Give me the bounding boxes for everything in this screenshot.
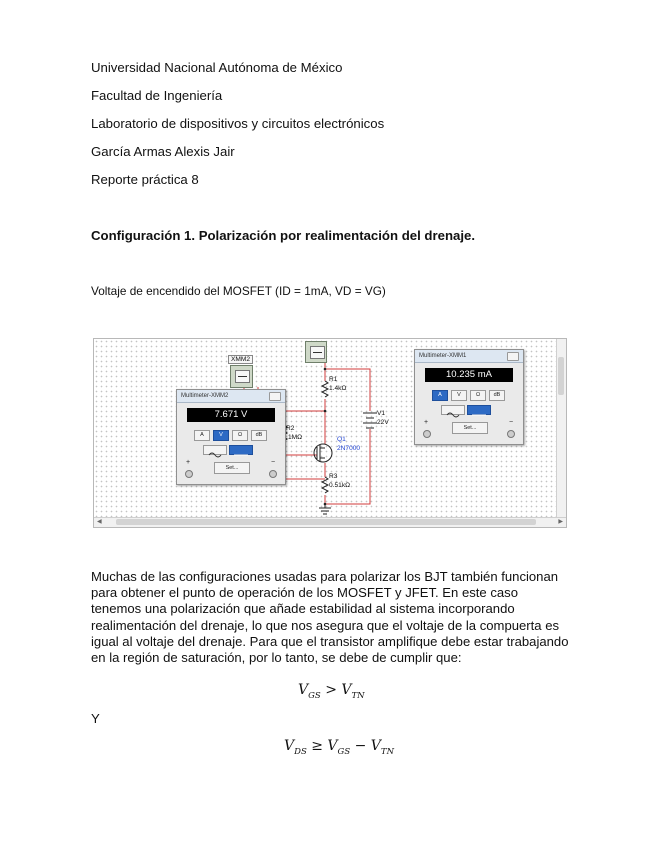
v1-value: 22V — [377, 419, 389, 426]
connector-y: Y — [91, 711, 100, 726]
lab-name: Laboratorio de dispositivos y circuitos electrónicos — [91, 116, 385, 131]
dc-line-icon — [468, 411, 490, 419]
xmm2-ammeter-button[interactable]: A — [194, 430, 210, 441]
xmm2-voltmeter-button[interactable]: V — [213, 430, 229, 441]
xmm2-set-button[interactable]: Set... — [214, 462, 250, 474]
faculty-name: Facultad de Ingeniería — [91, 88, 223, 103]
sine-wave-icon — [442, 411, 464, 419]
scroll-left-icon[interactable]: ◀ — [97, 519, 102, 525]
dc-line-icon — [230, 451, 252, 459]
section-title: Configuración 1. Polarización por realimentación del drenaje. — [91, 228, 475, 243]
xmm2-positive-terminal[interactable] — [185, 470, 193, 478]
equation-2: $V_{DS} \ge V_{GS} - V_{TN}$ — [284, 738, 395, 757]
xmm2-dc-button[interactable] — [229, 445, 253, 455]
xmm2-label: XMM2 — [228, 355, 253, 364]
r1-value: 1.4kΩ — [329, 385, 347, 392]
xmm1-negative-terminal[interactable] — [507, 430, 515, 438]
multimeter-xmm1-reading: 10.235 mA — [425, 368, 513, 382]
multimeter-xmm1-title: Multimeter-XMM1 — [415, 350, 523, 363]
author-name: García Armas Alexis Jair — [91, 144, 235, 159]
xmm1-probe-icon[interactable] — [305, 341, 327, 363]
r2-name: R2 — [286, 425, 295, 432]
xmm1-set-button[interactable]: Set... — [452, 422, 488, 434]
xmm2-db-button[interactable]: dB — [251, 430, 267, 441]
r3-name: R3 — [329, 473, 338, 480]
close-icon[interactable] — [269, 392, 281, 401]
xmm1-ohmmeter-button[interactable]: Ω — [470, 390, 486, 401]
xmm1-dc-button[interactable] — [467, 405, 491, 415]
university-name: Universidad Nacional Autónoma de México — [91, 60, 343, 75]
section-subtitle: Voltaje de encendido del MOSFET (ID = 1mA, VD = VG) — [91, 284, 386, 298]
multimeter-xmm2-panel[interactable] — [176, 389, 286, 485]
multimeter-xmm2-title: Multimeter-XMM2 — [177, 390, 285, 403]
multimeter-xmm1-panel[interactable] — [414, 349, 524, 445]
scroll-right-icon[interactable]: ▶ — [558, 519, 563, 525]
q1-part: 2N7000 — [337, 445, 361, 452]
circuit-simulation — [93, 338, 567, 528]
r3-value: 0.51kΩ — [329, 482, 351, 489]
equation-1: $V_{GS} > V_{TN}$ — [298, 682, 365, 701]
q1-name: Q1 — [337, 436, 346, 443]
xmm2-plus-sign: + — [186, 459, 191, 466]
xmm2-ohmmeter-button[interactable]: Ω — [232, 430, 248, 441]
xmm1-plus-sign: + — [424, 419, 429, 426]
xmm2-probe-icon[interactable] — [230, 365, 253, 388]
horizontal-scrollbar[interactable] — [94, 517, 566, 527]
xmm1-ammeter-button[interactable]: A — [432, 390, 448, 401]
xmm1-positive-terminal[interactable] — [423, 430, 431, 438]
r1-name: R1 — [329, 376, 338, 383]
sine-wave-icon — [204, 451, 226, 459]
xmm1-minus-sign: − — [509, 419, 514, 426]
xmm2-minus-sign: − — [271, 459, 276, 466]
multimeter-icon — [310, 346, 325, 359]
close-icon[interactable] — [507, 352, 519, 361]
xmm2-ac-button[interactable] — [203, 445, 227, 455]
vertical-scrollbar[interactable] — [556, 339, 566, 518]
xmm2-negative-terminal[interactable] — [269, 470, 277, 478]
xmm1-voltmeter-button[interactable]: V — [451, 390, 467, 401]
xmm1-ac-button[interactable] — [441, 405, 465, 415]
xmm1-db-button[interactable]: dB — [489, 390, 505, 401]
r2-value: 1MΩ — [288, 434, 303, 441]
horizontal-scroll-thumb[interactable] — [116, 519, 536, 525]
report-title: Reporte práctica 8 — [91, 172, 199, 187]
v1-name: V1 — [377, 410, 386, 417]
vertical-scroll-thumb[interactable] — [558, 357, 564, 395]
multimeter-icon — [235, 370, 250, 383]
multimeter-xmm2-reading: 7.671 V — [187, 408, 275, 422]
body-paragraph: Muchas de las configuraciones usadas para polarizar los BJT también funcionan para obtener el punto de operación de los MOSFET y JFET. En este caso tenemos una polarización que añade estabilidad al sistema incorporando realimentación del drenaje, lo que nos asegura que el voltaje de la compuerta es igual al voltaje del drenaje. Para que el transistor amplifique debe estar trabajando en la región de saturación, por lo tanto, se debe de cumplir que: — [91, 569, 569, 666]
